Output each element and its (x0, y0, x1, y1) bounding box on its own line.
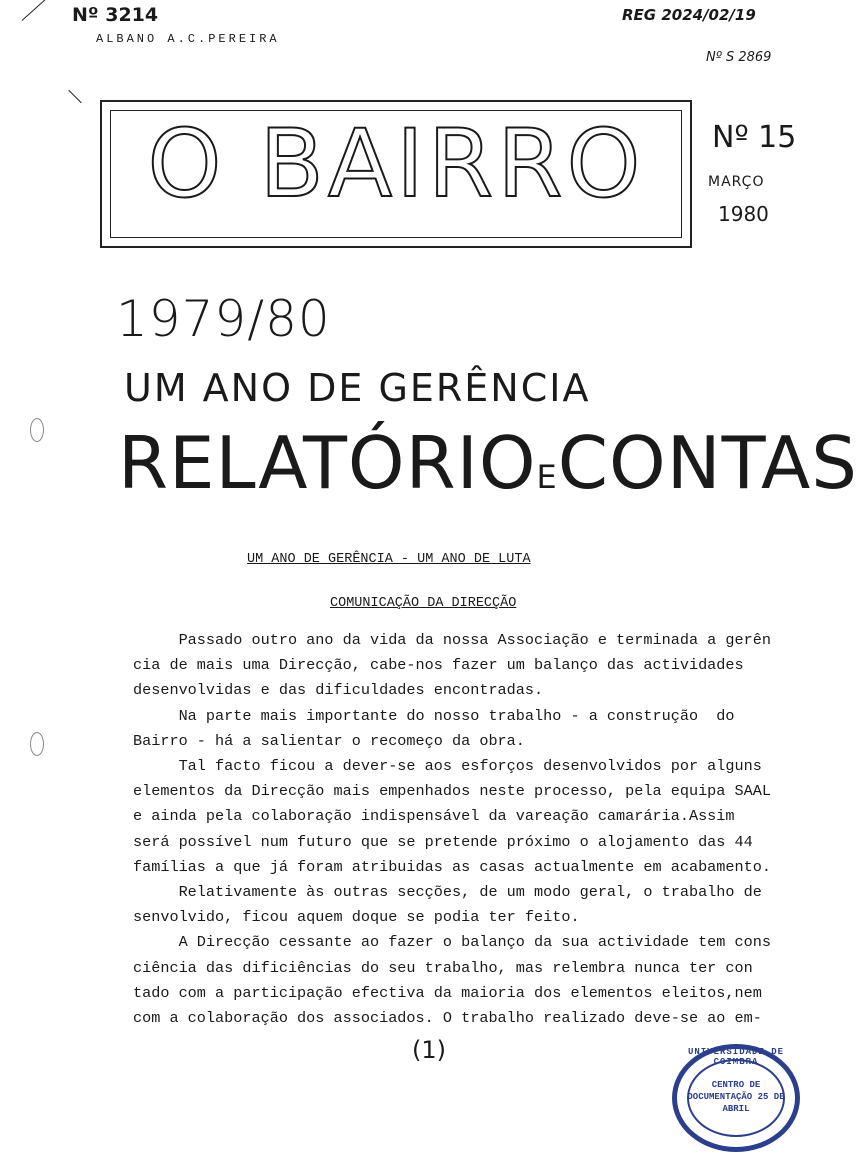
headline-report-word: RELATÓRIO (118, 421, 537, 505)
author-stamp: ALBANO A.C.PEREIRA (96, 32, 280, 46)
headline-years: 1979/80 (116, 290, 331, 348)
body-line: será possível num futuro que se pretende próximo o alojamento das 44 (133, 832, 753, 851)
library-seal (672, 1044, 800, 1152)
body-line: tado com a participação efectiva da maioria dos elementos eleitos,nem (133, 983, 762, 1002)
body-line: famílias a que já foram atribuidas as casas actualmente em acabamento. (133, 857, 771, 876)
seal-ring-text: UNIVERSIDADE DE COIMBRA (687, 1047, 784, 1067)
body-line: cia de mais uma Direcção, cabe-nos fazer um balanço das actividades (133, 656, 744, 675)
punch-hole (30, 418, 44, 442)
body-line: elementos da Direcção mais empenhados neste processo, pela equipa SAAL (133, 782, 771, 801)
issue-month: MARÇO (708, 174, 765, 190)
headline-report (118, 418, 858, 522)
masthead-box (100, 100, 692, 248)
punch-hole (30, 732, 44, 756)
pen-mark (68, 90, 81, 103)
headline-subtitle: UM ANO DE GERÊNCIA (124, 366, 591, 410)
body-line: Passado outro ano da vida da nossa Associação e terminada a gerên (133, 631, 771, 649)
section-subtitle: COMUNICAÇÃO DA DIRECÇÃO (330, 596, 517, 611)
body-line: Tal facto ficou a dever-se aos esforços desenvolvidos por alguns (133, 757, 762, 776)
body-line: ciência das dificiências do seu trabalho, mas relembra nunca ter con (133, 958, 753, 977)
headline-and: E (536, 458, 558, 496)
body-line: Relativamente às outras secções, de um modo geral, o trabalho de (133, 883, 762, 902)
body-line: com a colaboração dos associados. O trabalho realizado deve-se ao em- (133, 1009, 762, 1028)
body-line: senvolvido, ficou aquem doque se podia ter feito. (133, 908, 580, 927)
issue-number: Nº 15 (712, 120, 797, 155)
catalog-number: Nº 3214 (72, 4, 159, 26)
masthead-title: O BAIRRO (147, 110, 645, 219)
registry-number: REG 2024/02/19 (622, 6, 756, 24)
headline-accounts-word: CONTAS (557, 421, 858, 505)
body-line: A Direcção cessante ao fazer o balanço da sua actividade tem cons (133, 933, 771, 952)
pen-mark (22, 0, 61, 21)
body-line: Na parte mais importante do nosso trabalho - a construção do (133, 706, 735, 725)
page-number: (1) (412, 1036, 446, 1064)
archive-number: Nº S 2869 (706, 50, 772, 65)
article-body (133, 628, 771, 1031)
issue-year: 1980 (718, 202, 769, 226)
seal-center-text: CENTRO DE DOCUMENTAÇÃO 25 DE ABRIL (687, 1080, 785, 1114)
body-line: e ainda pela colaboração indispensável da vareação camarária.Assim (133, 807, 735, 826)
body-line: desenvolvidas e das dificuldades encontradas. (133, 681, 544, 700)
body-line: Bairro - há a salientar o recomeço da obra. (133, 731, 525, 750)
section-title: UM ANO DE GERÊNCIA - UM ANO DE LUTA (247, 552, 531, 567)
